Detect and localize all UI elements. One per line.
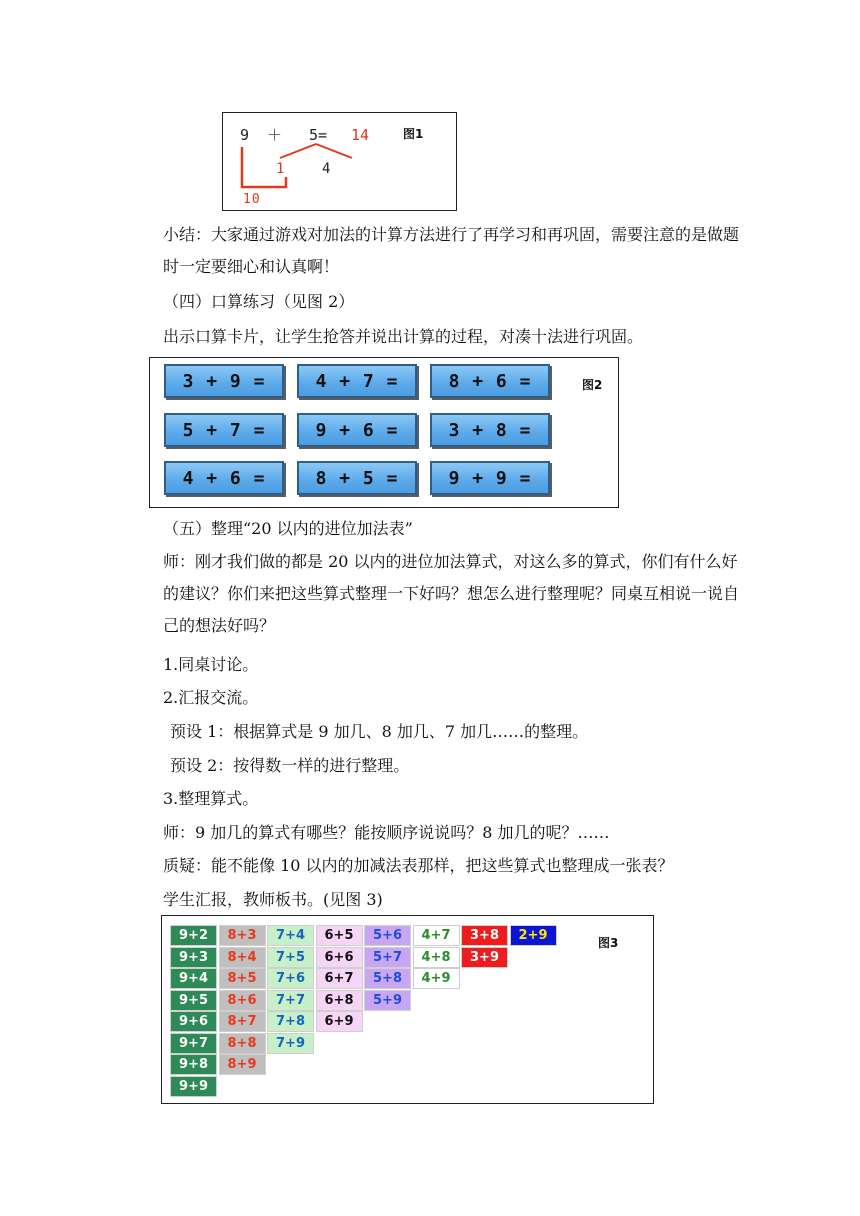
table-cell: 5+8 bbox=[364, 968, 411, 989]
preset-1: 预设 1：根据算式是 9 加几、8 加几、7 加几……的整理。 bbox=[170, 722, 589, 741]
table-cell: 9+5 bbox=[170, 990, 217, 1011]
teacher-text: 师：刚才我们做的都是 20 以内的进位加法算式，对这么多的算式，你们有什么好的建议？你们来把这些算式整理一下好吗？想怎么进行整理呢？同桌互相说一说自己的想法好吗？ bbox=[163, 552, 740, 635]
card-4: 5 + 7 = bbox=[164, 413, 284, 447]
figure-1 bbox=[222, 112, 457, 211]
heading-organize-table: （五）整理“20 以内的进位加法表” bbox=[163, 519, 413, 538]
table-cell: 8+8 bbox=[219, 1033, 266, 1054]
table-cell: 9+6 bbox=[170, 1011, 217, 1032]
table-cell: 4+9 bbox=[413, 968, 460, 989]
table-cell: 9+9 bbox=[170, 1076, 217, 1097]
table-cell: 8+4 bbox=[219, 947, 266, 968]
table-cell: 9+2 bbox=[170, 925, 217, 946]
table-cell: 9+4 bbox=[170, 968, 217, 989]
table-cell: 8+3 bbox=[219, 925, 266, 946]
question-paragraph: 质疑：能不能像 10 以内的加减法表那样，把这些算式也整理成一张表？ bbox=[163, 856, 674, 875]
figure-1-label: 图1 bbox=[403, 127, 424, 141]
figure-2 bbox=[149, 357, 619, 508]
table-cell: 7+5 bbox=[267, 947, 314, 968]
table-cell: 7+8 bbox=[267, 1011, 314, 1032]
preset-2: 预设 2：按得数一样的进行整理。 bbox=[170, 756, 410, 775]
fig1-split-left-line bbox=[280, 144, 316, 158]
table-cell: 7+9 bbox=[267, 1033, 314, 1054]
heading-oral-practice: （四）口算练习（见图 2） bbox=[163, 292, 355, 311]
summary-text: 小结：大家通过游戏对加法的计算方法进行了再学习和再巩固，需要注意的是做题时一定要细心和认真啊！ bbox=[163, 225, 740, 276]
table-cell: 7+7 bbox=[267, 990, 314, 1011]
table-cell: 5+9 bbox=[364, 990, 411, 1011]
table-cell: 8+6 bbox=[219, 990, 266, 1011]
fig1-ten: 10 bbox=[243, 192, 261, 207]
table-cell: 8+5 bbox=[219, 968, 266, 989]
figure-3-label: 图3 bbox=[598, 936, 619, 950]
table-cell: 6+7 bbox=[316, 968, 363, 989]
fig1-result: 14 bbox=[351, 126, 370, 144]
card-9: 9 + 9 = bbox=[430, 461, 550, 495]
table-cell: 9+8 bbox=[170, 1054, 217, 1075]
card-3: 8 + 6 = bbox=[430, 364, 550, 398]
card-5: 9 + 6 = bbox=[297, 413, 417, 447]
table-cell: 9+3 bbox=[170, 947, 217, 968]
table-cell: 3+9 bbox=[461, 947, 508, 968]
table-cell: 6+9 bbox=[316, 1011, 363, 1032]
table-cell: 8+7 bbox=[219, 1011, 266, 1032]
figure-3 bbox=[161, 915, 654, 1104]
teacher-paragraph bbox=[163, 546, 743, 642]
step-2: 2.汇报交流。 bbox=[163, 688, 259, 707]
card-8: 8 + 5 = bbox=[297, 461, 417, 495]
table-cell: 7+6 bbox=[267, 968, 314, 989]
table-cell: 6+8 bbox=[316, 990, 363, 1011]
table-cell: 8+9 bbox=[219, 1054, 266, 1075]
table-cell: 6+5 bbox=[316, 925, 363, 946]
card-2: 4 + 7 = bbox=[297, 364, 417, 398]
fig1-operand-a: 9 bbox=[240, 126, 250, 144]
table-cell: 5+7 bbox=[364, 947, 411, 968]
card-6: 3 + 8 = bbox=[430, 413, 550, 447]
card-1: 3 + 9 = bbox=[164, 364, 284, 398]
table-cell: 5+6 bbox=[364, 925, 411, 946]
figure-2-label: 图2 bbox=[582, 378, 603, 392]
table-cell: 7+4 bbox=[267, 925, 314, 946]
table-cell: 3+8 bbox=[461, 925, 508, 946]
table-cell: 2+9 bbox=[510, 925, 557, 946]
report-paragraph: 学生汇报，教师板书。(见图 3) bbox=[163, 890, 383, 909]
nine-plus-paragraph: 师：9 加几的算式有哪些？能按顺序说说吗？8 加几的呢？…… bbox=[163, 823, 610, 842]
cards-paragraph: 出示口算卡片，让学生抢答并说出计算的过程，对凑十法进行巩固。 bbox=[163, 327, 644, 346]
fig1-split-right-line bbox=[316, 144, 352, 158]
fig1-plus: ＋ bbox=[267, 126, 283, 144]
table-cell: 6+6 bbox=[316, 947, 363, 968]
summary-paragraph bbox=[163, 219, 743, 283]
table-cell: 9+7 bbox=[170, 1033, 217, 1054]
table-cell: 4+8 bbox=[413, 947, 460, 968]
card-7: 4 + 6 = bbox=[164, 461, 284, 495]
step-1: 1.同桌讨论。 bbox=[163, 655, 259, 674]
table-cell: 4+7 bbox=[413, 925, 460, 946]
fig1-split-a: 1 bbox=[276, 161, 285, 177]
fig1-operand-b: 5= bbox=[309, 126, 328, 144]
fig1-split-b: 4 bbox=[322, 161, 331, 177]
step-3: 3.整理算式。 bbox=[163, 789, 259, 808]
